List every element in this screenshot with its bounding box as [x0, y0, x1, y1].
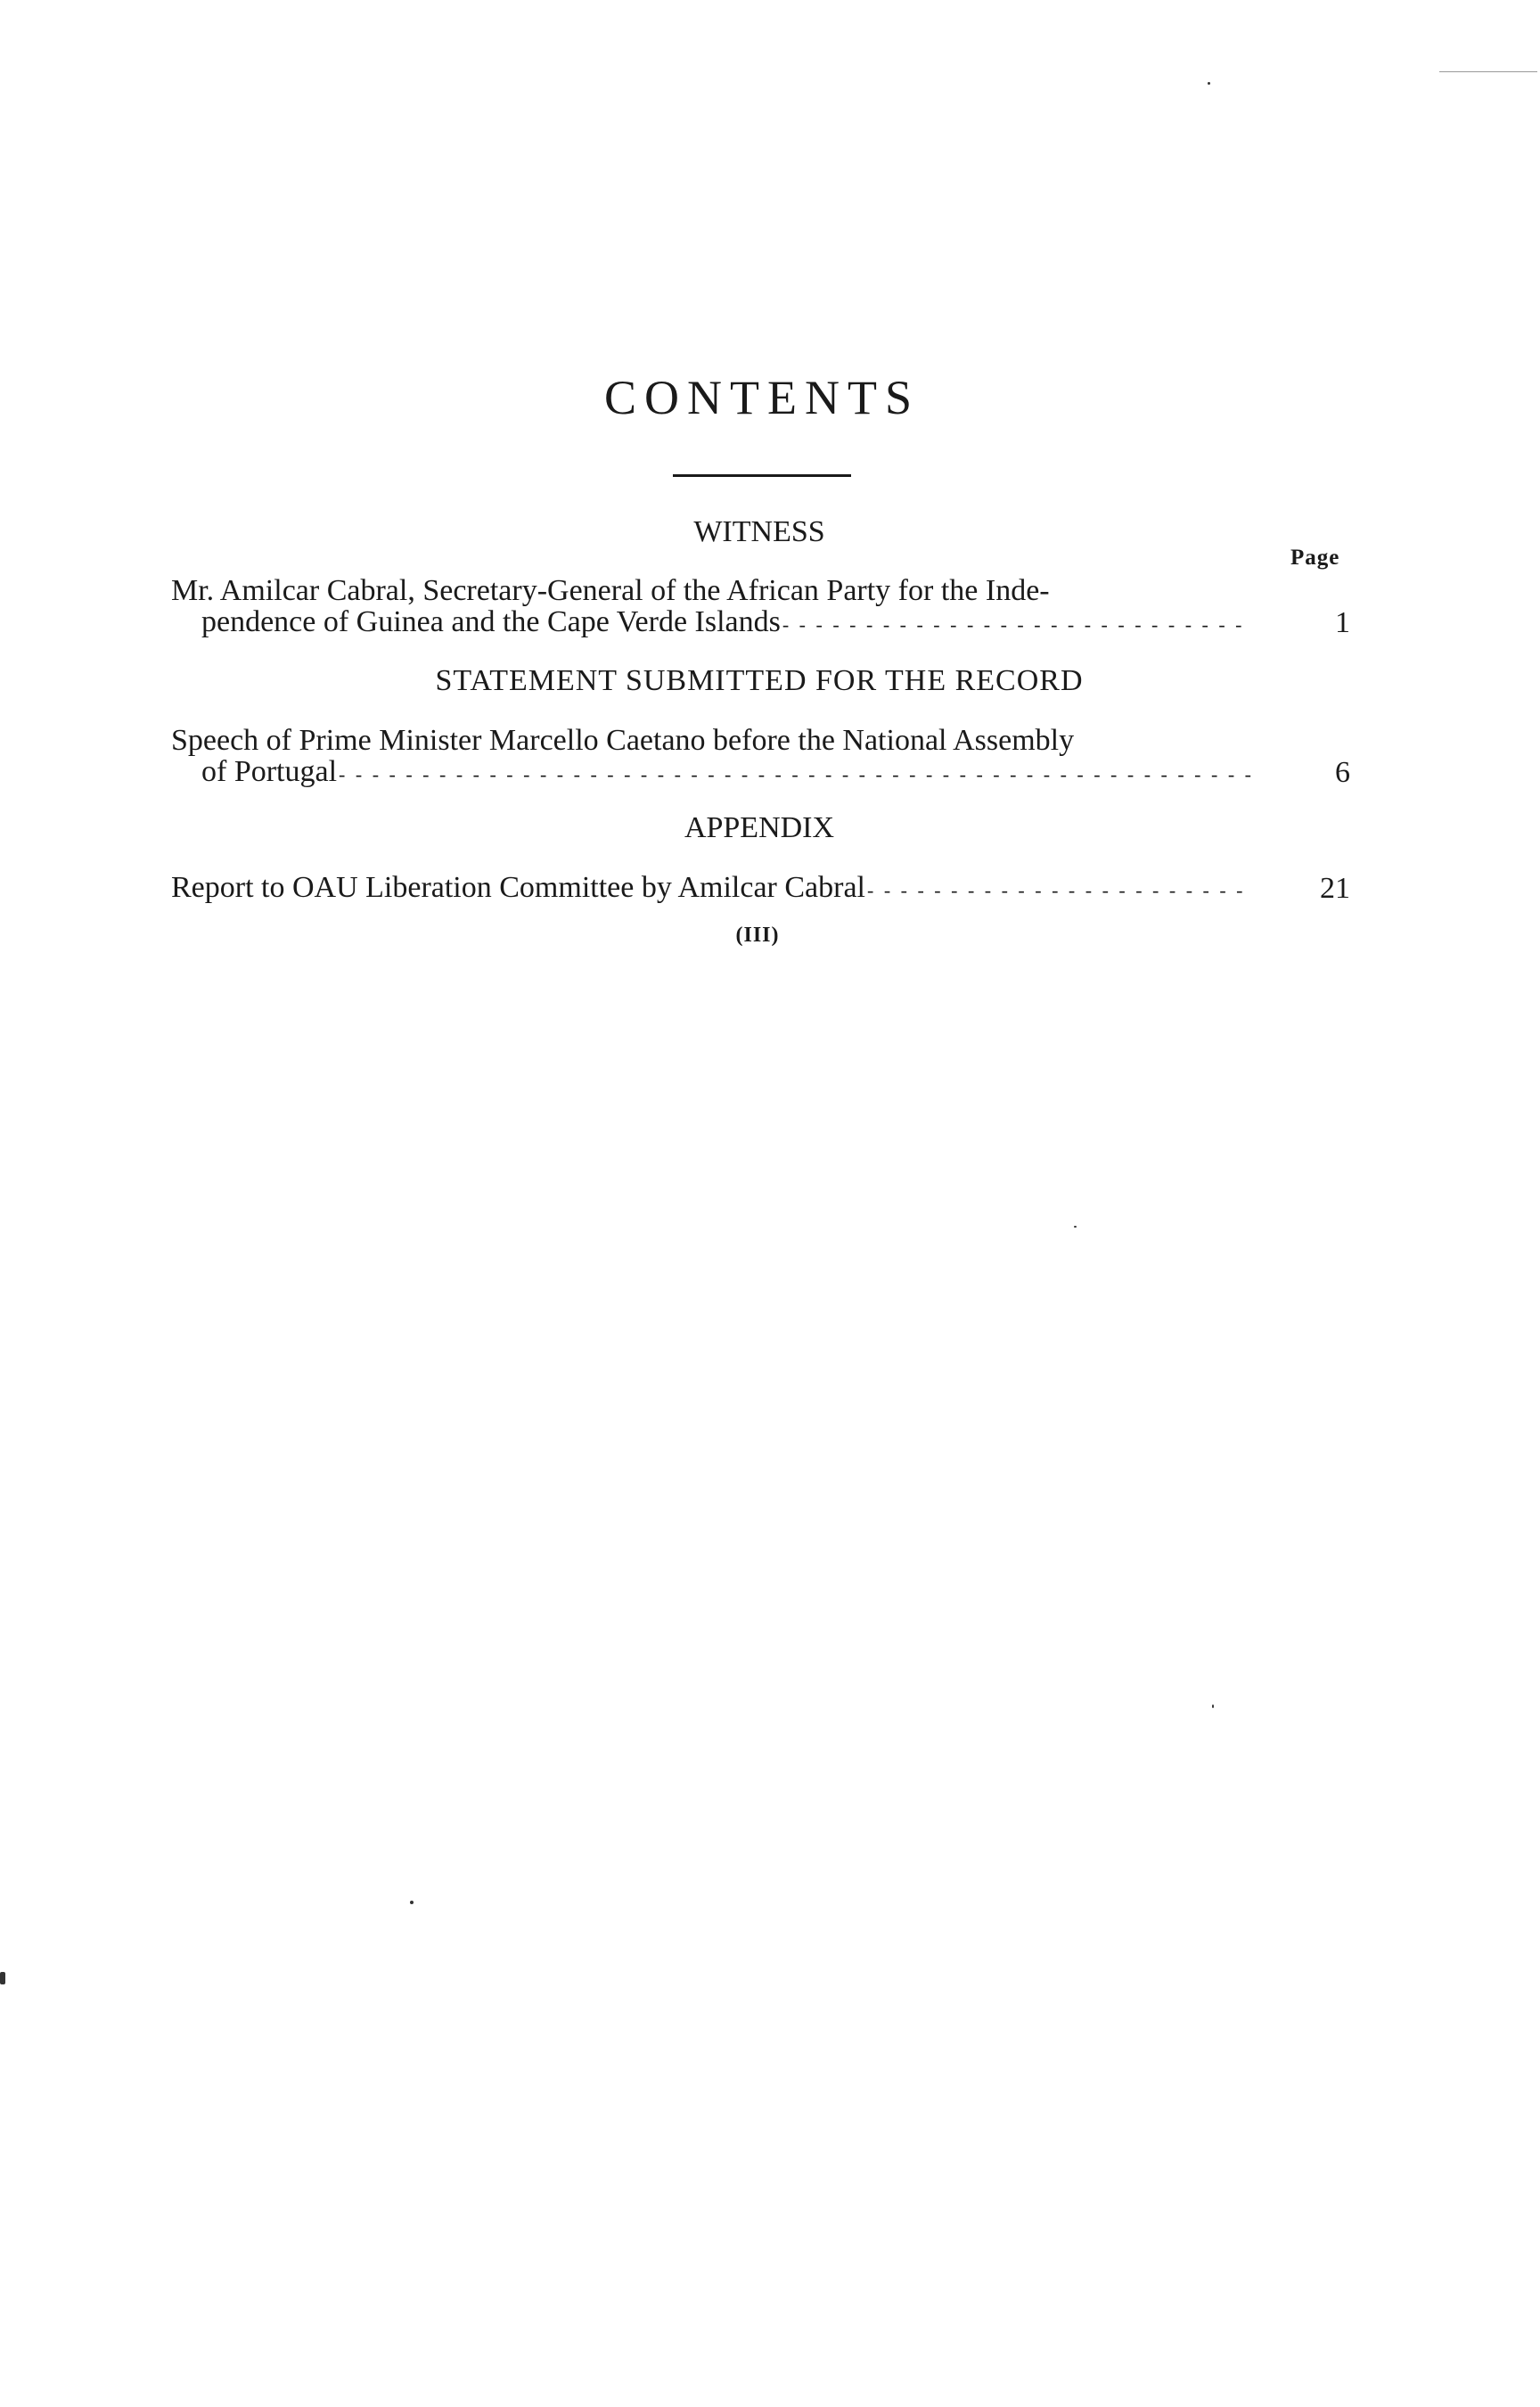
page-column-label: Page — [1290, 546, 1340, 570]
witness-entry-line-2 — [171, 606, 1251, 640]
appendix-heading: APPENDIX — [684, 811, 835, 844]
dot-leader — [339, 756, 1251, 790]
witness-entry-text-2: pendence of Guinea and the Cape Verde Islands — [201, 605, 781, 638]
witness-page-number: 1 — [1335, 606, 1350, 639]
witness-entry — [171, 575, 1251, 640]
scan-speck — [1439, 71, 1537, 72]
appendix-entry-line-1 — [171, 872, 1251, 906]
title-rule — [673, 474, 851, 477]
scan-speck — [1208, 82, 1210, 85]
scan-speck — [0, 1972, 5, 1984]
appendix-page-number: 21 — [1320, 872, 1350, 905]
statement-page-number: 6 — [1335, 756, 1350, 789]
statement-entry-text-1: Speech of Prime Minister Marcello Caetano before the National Assembly — [171, 724, 1075, 757]
statement-heading: STATEMENT SUBMITTED FOR THE RECORD — [435, 664, 1084, 697]
appendix-entry — [171, 872, 1251, 906]
page-folio: (III) — [735, 924, 780, 947]
scan-speck — [1074, 1226, 1077, 1228]
witness-entry-text-1: Mr. Amilcar Cabral, Secretary-General of the African Party for the Inde- — [171, 574, 1050, 607]
statement-entry-line-1 — [171, 725, 1251, 756]
witness-entry-line-1 — [171, 575, 1251, 606]
scan-speck — [410, 1901, 414, 1904]
statement-entry — [171, 725, 1251, 790]
statement-entry-line-2 — [171, 756, 1251, 790]
contents-title: CONTENTS — [604, 371, 920, 424]
dot-leader — [782, 606, 1251, 640]
dot-leader — [867, 872, 1251, 906]
appendix-entry-text-1: Report to OAU Liberation Committee by Amilcar Cabral — [171, 871, 865, 904]
witness-heading: WITNESS — [693, 515, 825, 548]
scan-speck — [1212, 1705, 1214, 1708]
statement-entry-text-2: of Portugal — [201, 755, 338, 788]
